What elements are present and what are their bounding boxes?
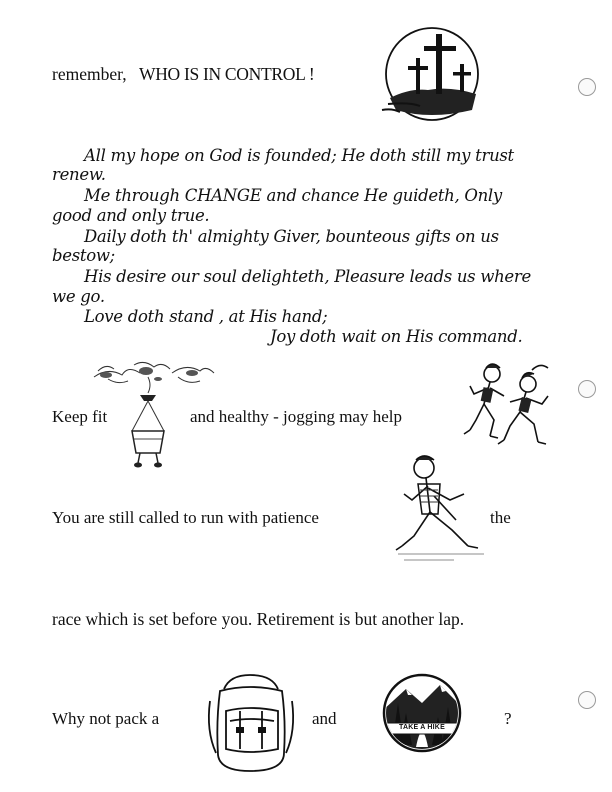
- pack-text-b: and: [312, 709, 337, 728]
- patience-text-b: the: [490, 508, 511, 527]
- hymn-line: Love doth stand , at His hand;: [84, 307, 328, 326]
- heading-line: [52, 64, 314, 85]
- hymn-line: Joy doth wait on His command.: [270, 327, 523, 346]
- heading-prefix: remember,: [52, 64, 127, 84]
- backpack-icon: [200, 671, 300, 777]
- jogging-couple-icon: [462, 358, 558, 454]
- badge-text: TAKE A HIKE: [399, 724, 445, 731]
- take-a-hike-badge-icon: [382, 673, 462, 753]
- binder-hole-icon: [578, 691, 596, 709]
- keep-fit-text-a: Keep fit: [52, 407, 108, 426]
- hymn-line: Daily doth th' almighty Giver, bounteous gifts on us: [84, 227, 499, 246]
- hymn-line: bestow;: [52, 246, 115, 265]
- pack-text-a: Why not pack a: [52, 709, 160, 728]
- patience-text-a: You are still called to run with patience: [52, 508, 319, 527]
- hymn-line: All my hope on God is founded; He doth still my trust: [84, 146, 514, 165]
- pack-text-c: ?: [504, 709, 512, 728]
- heading-emphasis: WHO IS IN CONTROL !: [138, 64, 315, 84]
- race-text: race which is set before you. Retirement is but another lap.: [52, 609, 465, 629]
- hymn-line: Me through CHANGE and chance He guideth, Only: [84, 186, 502, 205]
- three-crosses-icon: [380, 24, 480, 124]
- binder-hole-icon: [578, 78, 596, 96]
- binder-hole-icon: [578, 380, 596, 398]
- hymn-line: good and only true.: [52, 206, 210, 225]
- keep-fit-text-b: and healthy - jogging may help: [190, 407, 402, 426]
- hymn-line: His desire our soul delighteth, Pleasure leads us where: [84, 267, 531, 286]
- runner-icon: [394, 450, 490, 570]
- hymn-line: we go.: [52, 287, 105, 306]
- hymn-line: renew.: [52, 165, 106, 184]
